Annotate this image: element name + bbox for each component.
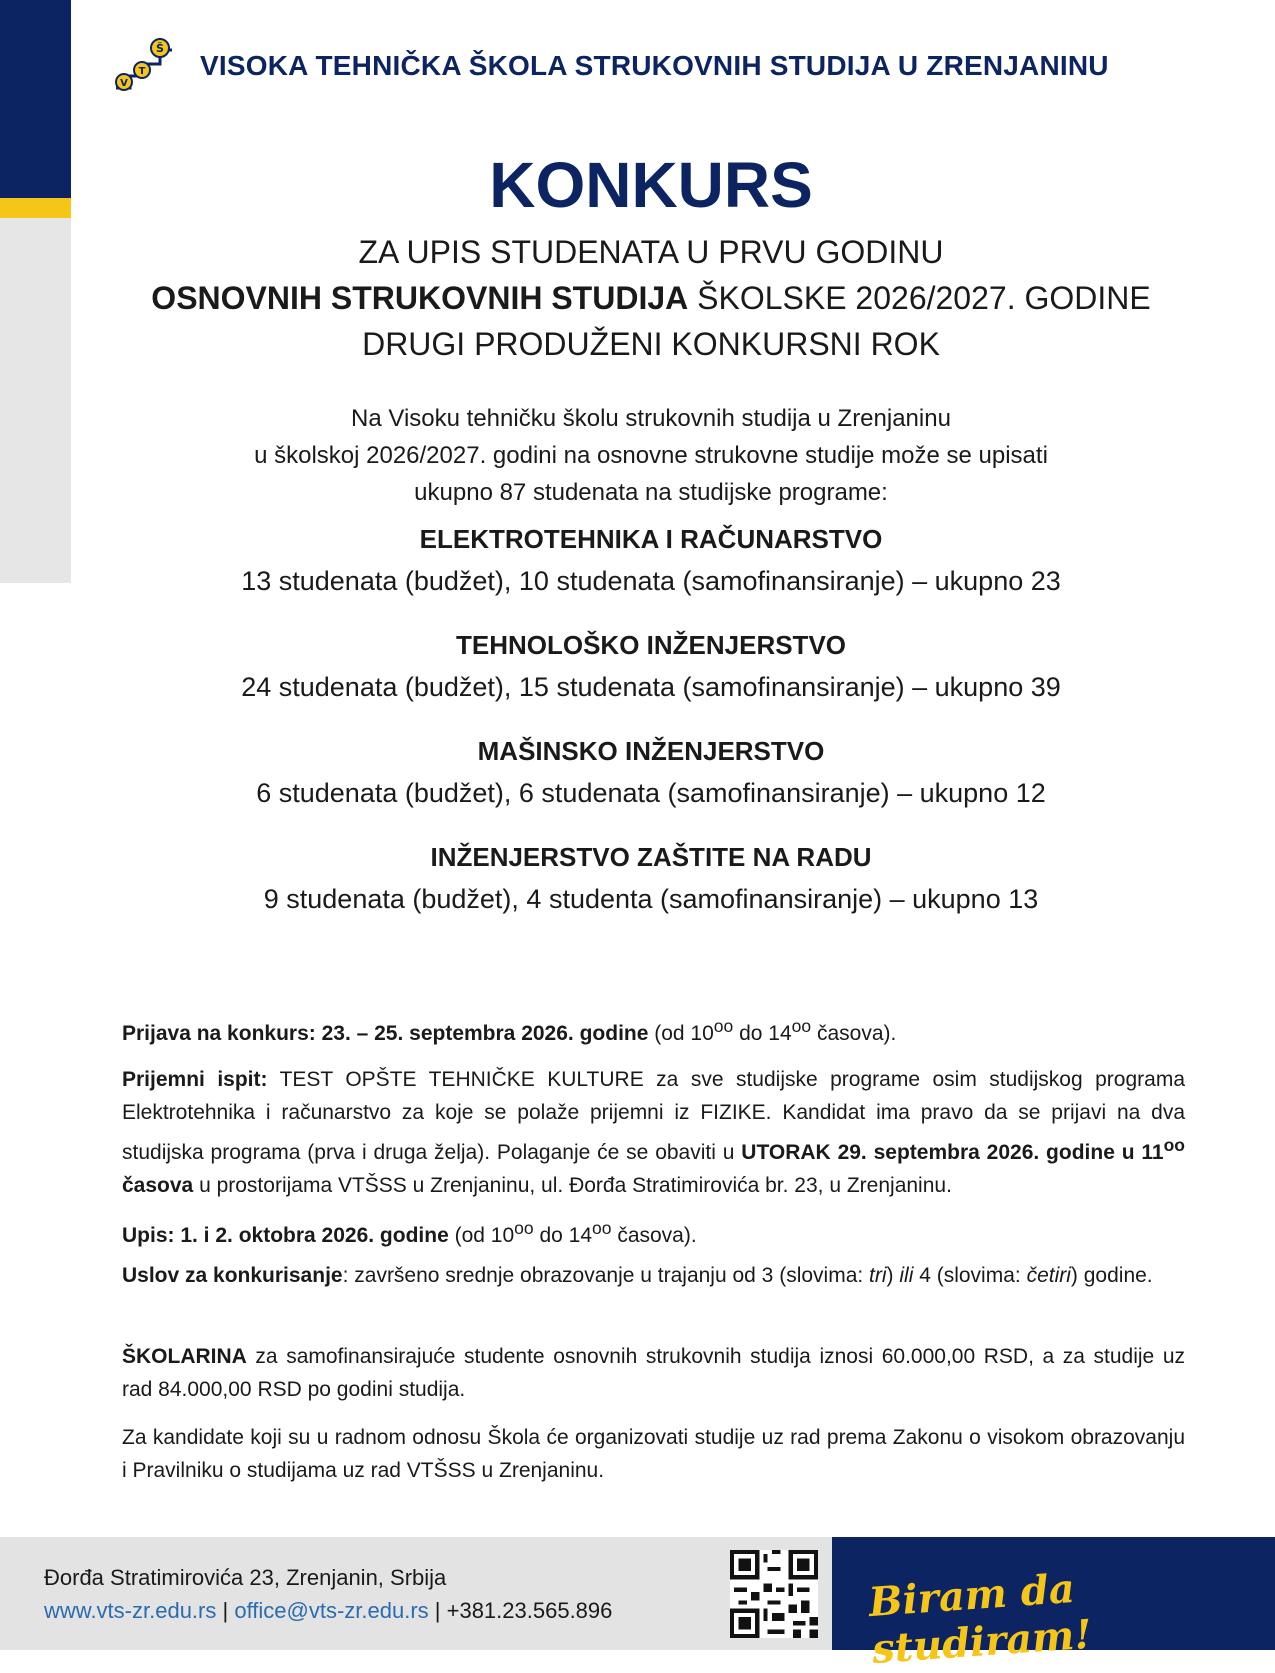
prijemni-date: UTORAK 29. septembra 2026. godine u 11 (741, 1141, 1164, 1164)
website-link[interactable]: www.vts-zr.edu.rs (44, 1598, 217, 1623)
email-link[interactable]: office@vts-zr.edu.rs (234, 1598, 429, 1623)
prijava-sup: oo (713, 1016, 734, 1036)
subtitle-line-2-bold: OSNOVNIH STRUKOVNIH STUDIJA (151, 280, 689, 316)
subtitle-line-2 (71, 280, 1231, 317)
uslov-text: : završeno srednje obrazovanje u trajanju od 3 (slovima: (342, 1264, 870, 1287)
paragraph-prijemni (122, 1063, 1185, 1202)
program-name: MAŠINSKO INŽENJERSTVO (477, 736, 825, 766)
upis-text: časova). (611, 1224, 697, 1247)
prijemni-sup: oo (1163, 1135, 1185, 1155)
upis-sup: oo (592, 1218, 612, 1238)
phone-number: +381.23.565.896 (446, 1598, 613, 1623)
skolarina-label: ŠKOLARINA (122, 1345, 247, 1368)
separator: | (428, 1598, 447, 1623)
program-name: INŽENJERSTVO ZAŠTITE NA RADU (430, 842, 872, 872)
prijava-text: do 14 (733, 1022, 792, 1045)
slogan: Biram da studiram! (867, 1564, 1094, 1673)
program-detail: 9 studenata (budžet), 4 studenta (samofinansiranje) – ukupno 13 (263, 884, 1039, 914)
uslov-italic: tri (869, 1264, 887, 1287)
separator: | (216, 1598, 235, 1623)
program-detail: 24 studenata (budžet), 15 studenata (samofinansiranje) – ukupno 39 (241, 672, 1061, 702)
uslov-text: ) (886, 1264, 900, 1287)
program-name: ELEKTROTEHNIKA I RAČUNARSTVO (419, 524, 883, 554)
prijava-text: (od 10 (648, 1022, 714, 1045)
footer-address: Đorđa Stratimirovića 23, Zrenjanin, Srbija (44, 1565, 447, 1590)
program-detail: 13 studenata (budžet), 10 studenata (samofinansiranje) – ukupno 23 (241, 566, 1061, 596)
page-title: KONKURS (489, 149, 813, 221)
upis-text: do 14 (533, 1224, 593, 1247)
side-band-navy (0, 0, 71, 198)
paragraph-rad: Za kandidate koji su u radnom odnosu Škola će organizovati studije uz rad prema Zakonu o visokom obrazovanju i Pravilniku o studijama uz rad VTŠSS u Zrenjaninu. (122, 1426, 1185, 1482)
paragraph-upis (122, 1212, 1185, 1252)
side-band-yellow (0, 198, 71, 218)
uslov-italic: četiri (1026, 1264, 1071, 1287)
school-name: VISOKA TEHNIČKA ŠKOLA STRUKOVNIH STUDIJA U ZRENJANINU (200, 50, 1109, 81)
uslov-italic: ili (899, 1264, 914, 1287)
skolarina-text: za samofinansirajuće studente osnovnih strukovnih studija iznosi 60.000,00 RSD, a za studije uz rad 84.000,00 RSD po godini studija. (122, 1345, 1185, 1401)
side-band-gray (0, 218, 71, 583)
paragraph-uslov (122, 1259, 1185, 1292)
svg-text:Š: Š (156, 42, 164, 55)
intro-line-3: ukupno 87 studenata na studijske programe: (414, 479, 888, 506)
upis-sup: oo (514, 1218, 534, 1238)
upis-label: Upis: 1. i 2. oktobra 2026. godine (122, 1224, 449, 1247)
prijemni-date: časova (122, 1174, 194, 1197)
svg-text:T: T (138, 66, 146, 77)
footer-gray-band (0, 1537, 832, 1650)
qr-code-icon (730, 1550, 818, 1638)
prijemni-text: TEST OPŠTE TEHNIČKE KULTURE za sve studijske programe osim studijskog programa Elektrotehnika i računarstvo za koje se polaže prijemni iz FIZIKE. Kandidat ima pravo da se prijavi na dva studijska programa (prva i druga želja). Polaganje će se obaviti u (122, 1068, 1185, 1164)
prijava-text: časova). (811, 1022, 897, 1045)
paragraph-skolarina (122, 1340, 1185, 1406)
prijemni-label: Prijemni ispit: (122, 1068, 268, 1091)
uslov-text: ) godine. (1070, 1264, 1153, 1287)
program-detail: 6 studenata (budžet), 6 studenata (samofinansiranje) – ukupno 12 (256, 778, 1046, 808)
upis-text: (od 10 (448, 1224, 515, 1247)
program-name: TEHNOLOŠKO INŽENJERSTVO (455, 630, 847, 660)
subtitle-line-3: DRUGI PRODUŽENI KONKURSNI ROK (362, 326, 940, 362)
intro-text (71, 400, 1231, 511)
svg-text:V: V (120, 78, 128, 89)
intro-line-2: u školskoj 2026/2027. godini na osnovne strukovne studije može se upisati (254, 442, 1048, 469)
prijava-label: Prijava na konkurs: 23. – 25. septembra 2026. godine (122, 1022, 649, 1045)
subtitle-line-1: ZA UPIS STUDENATA U PRVU GODINU (358, 234, 944, 270)
uslov-label: Uslov za konkurisanje (122, 1264, 343, 1287)
intro-line-1: Na Visoku tehničku školu strukovnih studija u Zrenjaninu (351, 405, 951, 432)
uslov-text: 4 (slovima: (913, 1264, 1027, 1287)
footer-contact (44, 1598, 612, 1624)
subtitle-line-2-rest: ŠKOLSKE 2026/2027. GODINE (688, 280, 1151, 316)
paragraph-prijava (122, 1010, 1185, 1050)
prijemni-text: u prostorijama VTŠSS u Zrenjaninu, ul. Đorđa Stratimirovića br. 23, u Zrenjaninu. (193, 1174, 952, 1197)
prijava-sup: oo (791, 1016, 812, 1036)
vts-logo-icon (110, 36, 176, 98)
